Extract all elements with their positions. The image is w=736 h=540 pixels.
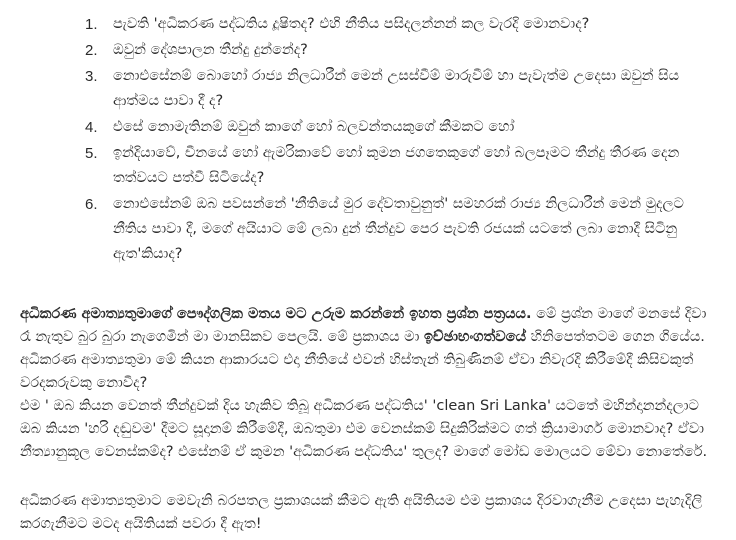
question-number: 2. bbox=[85, 42, 98, 59]
question-text: පැවති 'අධිකරණ පද්ධතිය දූෂිතද? එහි නීතිය පසිදලන්නන් කල වැරදි මොනවාද? bbox=[113, 16, 590, 32]
question-text: ඔවුන් දේශපාලන තීන්දු දුන්නේද? bbox=[113, 42, 308, 58]
question-number: 1. bbox=[85, 16, 98, 33]
paragraph-opinion-bold-word: ඉච්ඡාභංගත්වයේ bbox=[423, 329, 527, 345]
body-text bbox=[20, 303, 716, 536]
question-item-1 bbox=[85, 12, 716, 37]
question-number: 5. bbox=[85, 145, 98, 162]
question-number: 4. bbox=[85, 119, 98, 136]
question-text: නොඑසේනම් බොහෝ රාජ්‍ය නිලධාරීන් මෙන් උසස්වීම් මාරුවීම් හා පැවැත්ම උදෙසා ඔවුන් සිය ආත්මය පාවා දී ද? bbox=[113, 68, 680, 109]
paragraph-blame: අධිකරණ අමාත්‍යතුමා මේ කියන ආකාරයට එදා නීතියේ එවන් හිස්තැන් තිබුණිනම් ඒවා නිවැරදි කිරීමේදී කිසිවකුත් වරදකරුවකු නොවීද? bbox=[20, 352, 694, 391]
question-item-4 bbox=[85, 115, 716, 140]
question-text: එසේ නොමැතිනම් ඔවුන් කාගේ හෝ බලවන්තයකුගේ කීමකට හෝ bbox=[113, 119, 515, 135]
question-item-5 bbox=[85, 141, 716, 191]
question-number: 6. bbox=[85, 196, 98, 213]
question-list bbox=[85, 12, 716, 267]
question-item-2 bbox=[85, 38, 716, 63]
question-text: නොඑසේනම් ඔබ පවසන්නේ 'නීතියේ මුර දේවතාවුනුත්' සමහරක් රාජ්‍ය නිලධාරීන් මෙන් මුදලට නීතිය පාවා දී, මගේ අයියාට මේ ලබා දුන් තීන්දුව පෙර පැවති රජයක් යටතේ ලබා නොදී සිටිනු ඇත'කියාද? bbox=[113, 196, 684, 262]
question-item-6 bbox=[85, 192, 716, 267]
question-number: 3. bbox=[85, 68, 98, 85]
paragraph-clean-sri-lanka: එම ' ඔබ කියන වෙනත් තීන්දුවක් දිය හැකිව තිබූ අධිකරණ පද්ධතිය' 'clean Sri Lanka' යටතේ මහින්දානන්දලාට ඔබ කියන 'හරි දඬුවම' දීමට සූදානම් කිරීමේදී, ඔබතුමා එම වෙනස්කම් සිදුකිරික්මට ගත් ක්‍රියාමාර්ග මොනවාද? ඒවා නීත්‍යානුකූල වෙනස්කම්ද? එසේනම් ඒ කුමන 'අධිකරණ පද්ධතිය' තුලද? මාගේ මෝඩ මොලයට මේවා නොතේරේ. bbox=[20, 398, 708, 460]
paragraph-closing: අධිකරණ අමාත්‍යතුමාට මෙවැනි බරපතල ප්‍රකාශයක් කීමට ඇති අයිතියම එම ප්‍රකාශය දිරවාගැනීම උදෙසා පැහැදිලි කරගැනීමට මටද අයිතියක් පවරා දී ඇත! bbox=[20, 493, 703, 532]
paragraph-opinion bbox=[20, 303, 716, 349]
question-item-3 bbox=[85, 64, 716, 114]
paragraph-opinion-middle: මේ ප්‍රශ්න මාගේ මනසේ දිවා රෑ නැතුව බුර බුරා නැගෙමින් මා මානසිකව පෙලයි. මේ ප්‍රකාශය මා bbox=[20, 306, 707, 345]
paragraph-opinion-tail: හිනිපෙත්තටම ගෙන ගියේය. bbox=[526, 329, 705, 345]
question-text: ඉන්දියාවේ, චීනයේ හෝ ඇමරිකාවේ හෝ කුමන ජගතෙකුගේ හෝ බලපෑමට තීන්දු තීරණ දෙන තත්වයට පත්වී සිටියේද? bbox=[113, 145, 680, 186]
paragraph-opinion-bold-lead: අධිකරණ අමාත්‍යතුමාගේ පෞද්ගලික මතය මට උරුම කරන්නේ ඉහත ප්‍රශ්න පත්‍රයය. bbox=[20, 306, 532, 322]
